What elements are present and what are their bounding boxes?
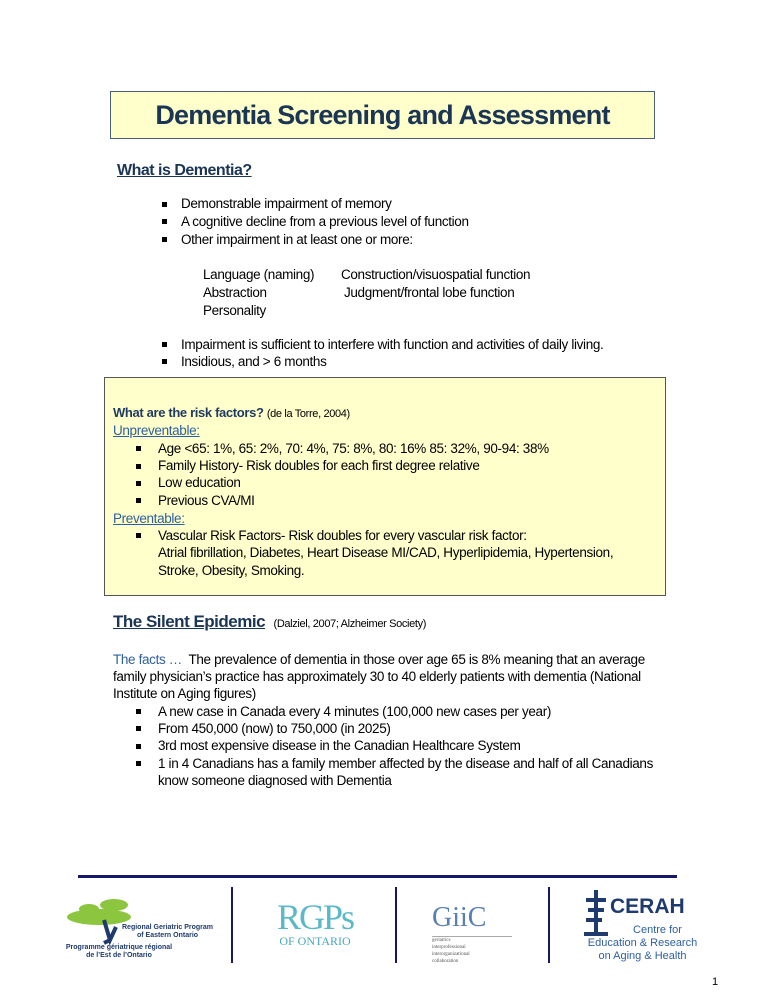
rgps-ontario-logo: RGPs OF ONTARIO [276, 897, 354, 948]
footer-divider [395, 887, 397, 963]
list-item: Family History- Risk doubles for each first degree relative [158, 458, 480, 473]
footer-divider [231, 887, 233, 963]
bullet-icon [162, 219, 167, 224]
list-item: Low education [158, 475, 241, 490]
list-item-cont: Stroke, Obesity, Smoking. [158, 563, 305, 578]
impairment-item: Judgment/frontal lobe function [344, 285, 515, 300]
preventable-label: Preventable: [113, 511, 185, 526]
list-item-cont: know someone diagnosed with Dementia [158, 773, 392, 788]
list-item: 1 in 4 Canadians has a family member affected by the disease and half of all Canadians [158, 756, 653, 771]
footer-divider [548, 887, 550, 963]
list-item: A cognitive decline from a previous level of function [181, 214, 469, 229]
list-item: 3rd most expensive disease in the Canadian Healthcare System [158, 738, 521, 753]
list-item: Demonstrable impairment of memory [181, 196, 392, 211]
list-item-cont: Atrial fibrillation, Diabetes, Heart Disease MI/CAD, Hyperlipidemia, Hypertension, [158, 545, 614, 560]
risk-heading: What are the risk factors? (de la Torre, 2004) [113, 405, 350, 420]
list-item: A new case in Canada every 4 minutes (100,000 new cases per year) [158, 704, 551, 719]
list-item: Previous CVA/MI [158, 493, 255, 508]
bullet-icon [136, 744, 141, 749]
bullet-icon [136, 533, 141, 538]
bullet-icon [136, 709, 141, 714]
impairment-item: Personality [203, 303, 266, 318]
bullet-icon [162, 202, 167, 207]
bullet-icon [136, 481, 141, 486]
bullet-icon [136, 446, 141, 451]
list-item: Impairment is sufficient to interfere with function and activities of daily living. [181, 337, 604, 352]
silent-epidemic-heading: The Silent Epidemic (Dalziel, 2007; Alzheimer Society) [113, 612, 427, 631]
list-item: Other impairment in at least one or more: [181, 232, 413, 247]
what-is-dementia-heading: What is Dementia? [117, 162, 252, 179]
bullet-icon [136, 761, 141, 766]
footer-rule [78, 875, 677, 878]
title-box [110, 91, 655, 139]
bullet-icon [162, 237, 167, 242]
facts-line: Institute on Aging figures) [113, 686, 256, 701]
facts-line: family physician’s practice has approximately 30 to 40 elderly patients with dementia (National [113, 669, 641, 684]
bullet-icon [136, 498, 141, 503]
bullet-icon [136, 464, 141, 469]
list-item: Insidious, and > 6 months [181, 354, 327, 369]
list-item: Age <65: 1%, 65: 2%, 70: 4%, 75: 8%, 80: 16% 85: 32%, 90-94: 38% [158, 441, 549, 456]
list-item: Vascular Risk Factors- Risk doubles for every vascular risk factor: [158, 528, 527, 543]
giic-logo: GiiC geriatrics interprofessional interorganizational collaboration [432, 903, 512, 965]
impairment-item: Abstraction [203, 285, 267, 300]
rgp-eastern-ontario-logo: Regional Geriatric Program of Eastern Ontario Programme gériatrique régional de l’Est de l’Ontario [64, 895, 214, 965]
list-item: From 450,000 (now) to 750,000 (in 2025) [158, 721, 391, 736]
bullet-icon [136, 726, 141, 731]
bullet-icon [162, 342, 167, 347]
impairment-item: Construction/visuospatial function [341, 267, 531, 282]
page-number: 1 [712, 976, 719, 988]
cerah-logo: CERAH Centre for Education & Research on Aging & Health [580, 888, 705, 972]
facts-line: The facts … The prevalence of dementia in those over age 65 is 8% meaning that an average [113, 652, 645, 667]
page-title: Dementia Screening and Assessment [155, 100, 610, 130]
impairment-item: Language (naming) [203, 267, 315, 282]
bullet-icon [162, 359, 167, 364]
unpreventable-label: Unpreventable: [113, 423, 200, 438]
